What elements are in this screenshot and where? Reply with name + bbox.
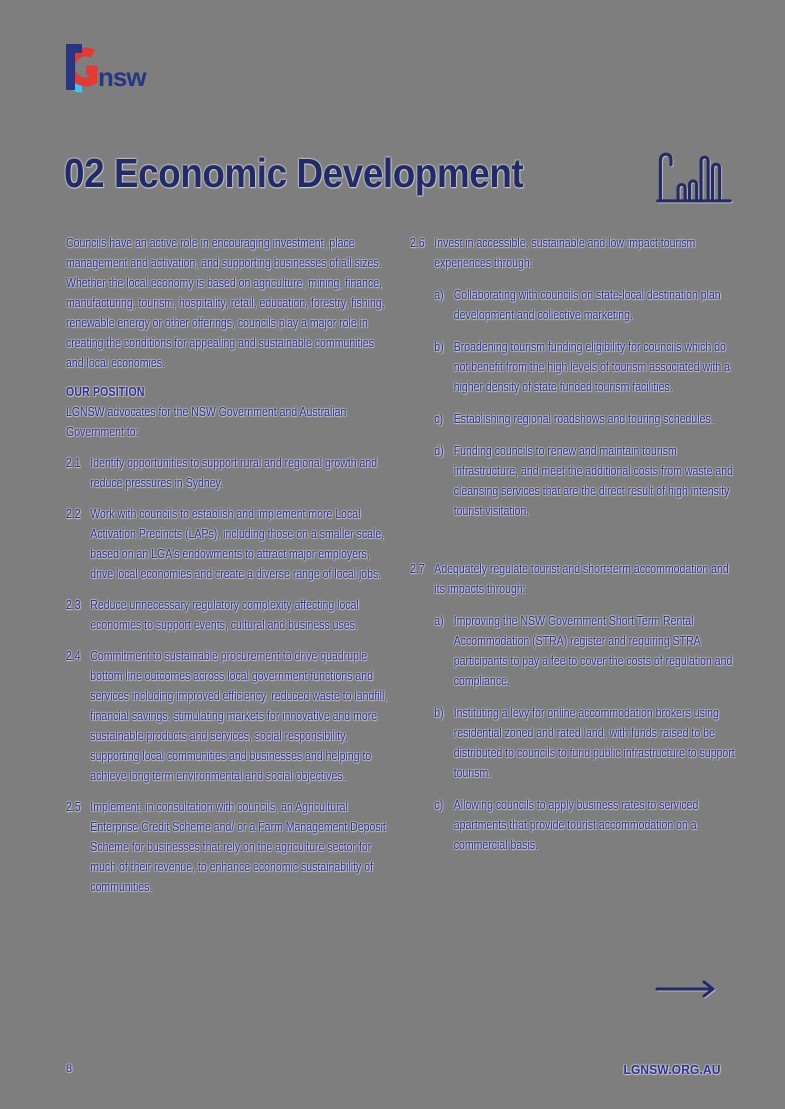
sub-text: Establishing regional roadshows and touring schedules. <box>453 411 714 426</box>
policy-item-2-1 <box>66 453 390 493</box>
item-number: 2.6 <box>410 235 425 250</box>
sub-text: Improving the NSW Government Short Term Rental Accommodation (STRA) register and requiring STRA participants to pay a fee to cover the costs of regulation and compliance. <box>453 613 733 688</box>
item-text: Commitment to sustainable procurement to drive quadruple bottom line outcomes across local government functions and services including improved efficiency, reduced waste to landfill, financial savings, stimulating markets for innovative and more sustainable products and services, social responsibility, supporting local communities and businesses and helping to achieve long term environmental and social objectives. <box>90 648 388 783</box>
sub-item-a <box>434 285 739 325</box>
policy-item-2-5 <box>66 797 390 897</box>
policy-item-2-6 <box>410 233 740 521</box>
left-column <box>66 233 390 897</box>
sub-item-a <box>434 611 739 691</box>
policy-item-2-7 <box>410 559 740 855</box>
policy-item-2-3 <box>66 595 390 635</box>
policy-item-2-4 <box>66 646 390 786</box>
sub-item-b <box>434 703 739 783</box>
sub-letter: c) <box>434 797 444 812</box>
lgnsw-logo-graphic <box>62 40 154 94</box>
sub-letter: a) <box>434 287 444 302</box>
right-column <box>410 233 740 855</box>
item-number: 2.5 <box>66 799 81 814</box>
sub-letter: b) <box>434 705 444 720</box>
logo-nsw-text: nsw <box>98 62 146 92</box>
sub-item-c <box>434 409 739 429</box>
lgnsw-logo <box>62 40 154 99</box>
sub-item-b <box>434 337 739 397</box>
item-number: 2.1 <box>66 455 81 470</box>
item-text: Identify opportunities to support rural and regional growth and reduce pressures in Sydney. <box>90 455 378 490</box>
sub-letter: c) <box>434 411 444 426</box>
sub-item-c <box>434 795 739 855</box>
item-number: 2.3 <box>66 597 81 612</box>
intro-paragraph: Councils have an active role in encouraging investment, place management and activation, and supporting businesses of all sizes. Whether the local economy is based on agriculture, mining, finance, manufacturing, tourism, hospitality, retail, education, forestry, fishing, renewable energy or other offerings, councils play a major role in creating the conditions for appealing and sustainable communities and local economies. <box>66 235 385 370</box>
advocacy-lead: LGNSW advocates for the NSW Government and Australian Government to: <box>66 404 347 439</box>
item-text: Reduce unnecessary regulatory complexity affecting local economies to support events, cultural and business uses. <box>90 597 359 632</box>
policy-item-2-2 <box>66 504 390 584</box>
bar-chart-icon <box>656 146 732 213</box>
item-number: 2.7 <box>410 561 425 576</box>
sub-text: Allowing councils to apply business rates to serviced apartments that provide tourist accommodation on a commercial basis. <box>453 797 699 852</box>
item-text: Invest in accessible, sustainable and low impact tourism experiences through: <box>434 235 696 270</box>
page-number: 8 <box>66 1063 73 1075</box>
our-position-heading: OUR POSITION <box>66 384 145 399</box>
page-title: 02 Economic Development <box>64 150 524 196</box>
item-text: Adequately regulate tourist and short-term accommodation and its impacts through: <box>434 561 729 596</box>
sub-text: Funding councils to renew and maintain tourism infrastructure, and meet the additional costs from waste and cleansing services that are the direct result of high intensity tourist visitation. <box>453 443 733 518</box>
sub-text: Collaborating with councils on state-local destination plan development and collective marketing. <box>453 287 721 322</box>
item-text: Implement, in consultation with councils, an Agricultural Enterprise Credit Scheme and/ or a Farm Management Deposit Scheme for businesses that rely on the agriculture sector for much of their revenue, to enhance economic sustainability of communities. <box>90 799 386 894</box>
sub-item-d <box>434 441 739 521</box>
item-text: Work with councils to establish and implement more Local Activation Precincts (LAPs), including those on a smaller scale, based on an LGA's endowments to attract major employers, drive local economies and create a diverse range of local jobs. <box>90 506 385 581</box>
sub-letter: a) <box>434 613 444 628</box>
item-number: 2.2 <box>66 506 81 521</box>
sub-text: Instituting a levy for online accommodation brokers using residential zoned and rated land, with funds raised to be distributed to councils to fund public infrastructure to support tourism. <box>453 705 735 780</box>
sub-text: Broadening tourism funding eligibility for councils which do not benefit from the high levels of tourism associated with a higher density of state funded tourism facilities. <box>453 339 731 394</box>
right-arrow-icon <box>655 980 721 1003</box>
sub-letter: b) <box>434 339 444 354</box>
item-number: 2.4 <box>66 648 81 663</box>
sub-letter: d) <box>434 443 444 458</box>
website-link[interactable]: LGNSW.ORG.AU <box>623 1062 721 1077</box>
